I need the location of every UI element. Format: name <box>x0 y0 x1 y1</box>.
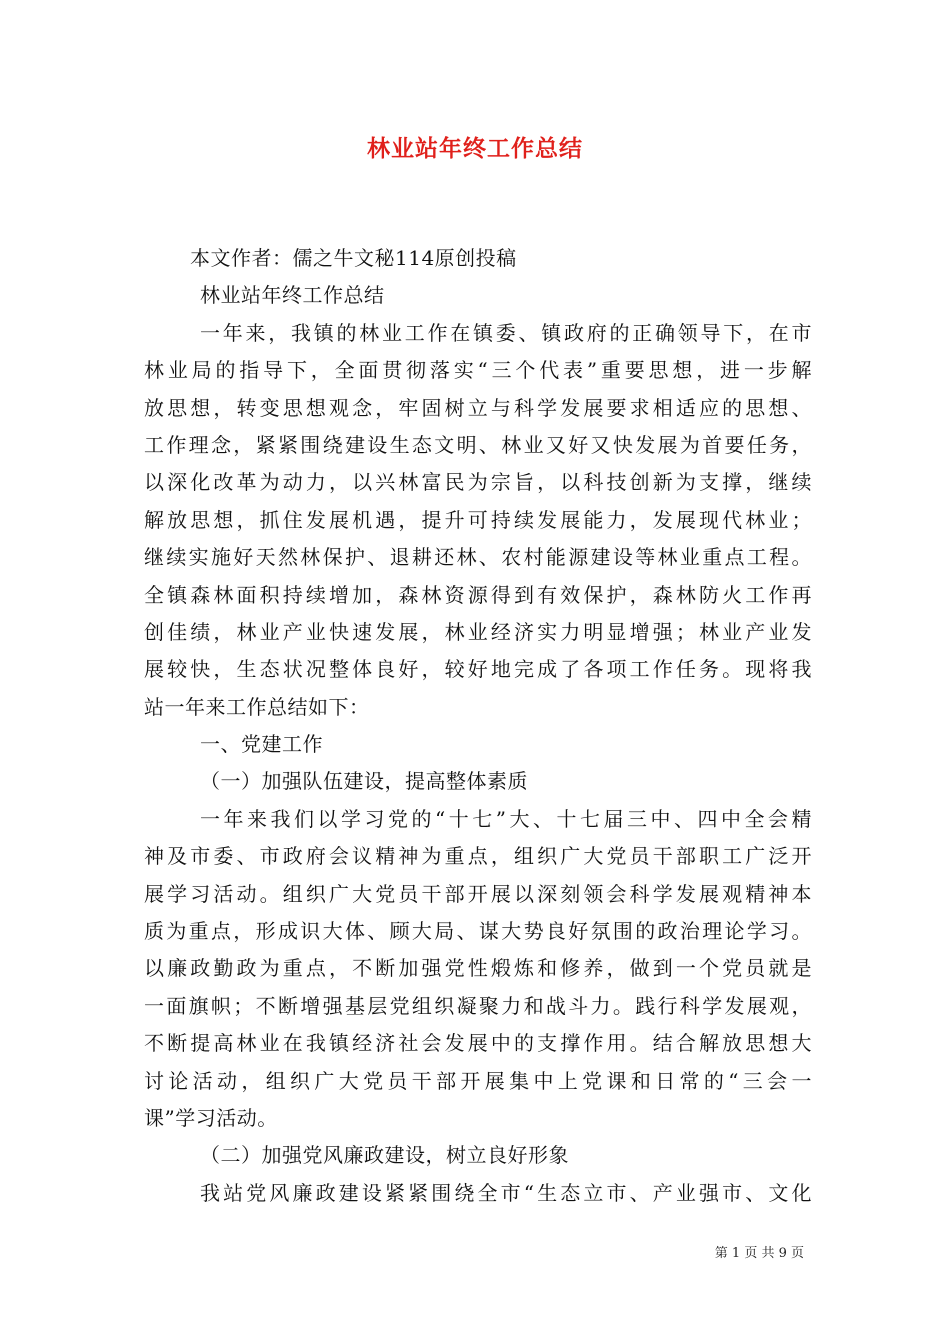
author-line: 本文作者：儒之牛文秘114原创投稿 <box>190 246 517 270</box>
subsection-heading: （一）加强队伍建设，提高整体素质 <box>200 769 528 794</box>
paragraph-line: 讨论活动，组织广大党员干部开展集中上党课和日常的“三会一 <box>144 1068 812 1093</box>
paragraph-line: 课”学习活动。 <box>144 1105 278 1130</box>
paragraph-line: 质为重点，形成识大体、顾大局、谋大势良好氛围的政治理论学习。 <box>144 919 812 944</box>
paragraph-line: 全镇森林面积持续增加，森林资源得到有效保护，森林防火工作再 <box>144 582 812 607</box>
paragraph-line: 我站党风廉政建设紧紧围绕全市“生态立市、产业强市、文化 <box>200 1180 812 1205</box>
paragraph-line: 神及市委、市政府会议精神为重点，组织广大党员干部职工广泛开 <box>144 844 812 869</box>
subsection-heading: （二）加强党风廉政建设，树立良好形象 <box>200 1143 569 1168</box>
paragraph-line: 工作理念，紧紧围绕建设生态文明、林业又好又快发展为首要任务， <box>144 432 812 457</box>
paragraph-line: 创佳绩，林业产业快速发展，林业经济实力明显增强；林业产业发 <box>144 619 812 644</box>
paragraph-line: 继续实施好天然林保护、退耕还林、农村能源建设等林业重点工程。 <box>144 545 812 570</box>
paragraph-line: 展学习活动。组织广大党员干部开展以深刻领会科学发展观精神本 <box>144 881 812 906</box>
paragraph-line: 解放思想，抓住发展机遇，提升可持续发展能力，发展现代林业； <box>144 507 812 532</box>
subtitle-line: 林业站年终工作总结 <box>200 283 385 308</box>
section-heading: 一、党建工作 <box>200 732 323 757</box>
paragraph-line: 林业局的指导下，全面贯彻落实“三个代表”重要思想，进一步解 <box>144 358 812 383</box>
paragraph-line: 展较快，生态状况整体良好，较好地完成了各项工作任务。现将我 <box>144 657 812 682</box>
paragraph-line: 以深化改革为动力，以兴林富民为宗旨，以科技创新为支撑，继续 <box>144 470 812 495</box>
paragraph-line: 一年来我们以学习党的“十七”大、十七届三中、四中全会精 <box>200 806 812 831</box>
paragraph-line: 以廉政勤政为重点，不断加强党性煅炼和修养，做到一个党员就是 <box>144 956 812 981</box>
paragraph-line: 不断提高林业在我镇经济社会发展中的支撑作用。结合解放思想大 <box>144 1031 812 1056</box>
paragraph-line: 一年来，我镇的林业工作在镇委、镇政府的正确领导下，在市 <box>200 320 812 345</box>
paragraph-line: 站一年来工作总结如下： <box>144 694 370 719</box>
page-number: 第 1 页 共 9 页 <box>714 1246 804 1261</box>
paragraph-line: 放思想，转变思想观念，牢固树立与科学发展要求相适应的思想、 <box>144 395 812 420</box>
document-title: 林业站年终工作总结 <box>367 135 583 162</box>
paragraph-line: 一面旗帜；不断增强基层党组织凝聚力和战斗力。践行科学发展观， <box>144 993 812 1018</box>
document-body <box>144 240 812 1212</box>
